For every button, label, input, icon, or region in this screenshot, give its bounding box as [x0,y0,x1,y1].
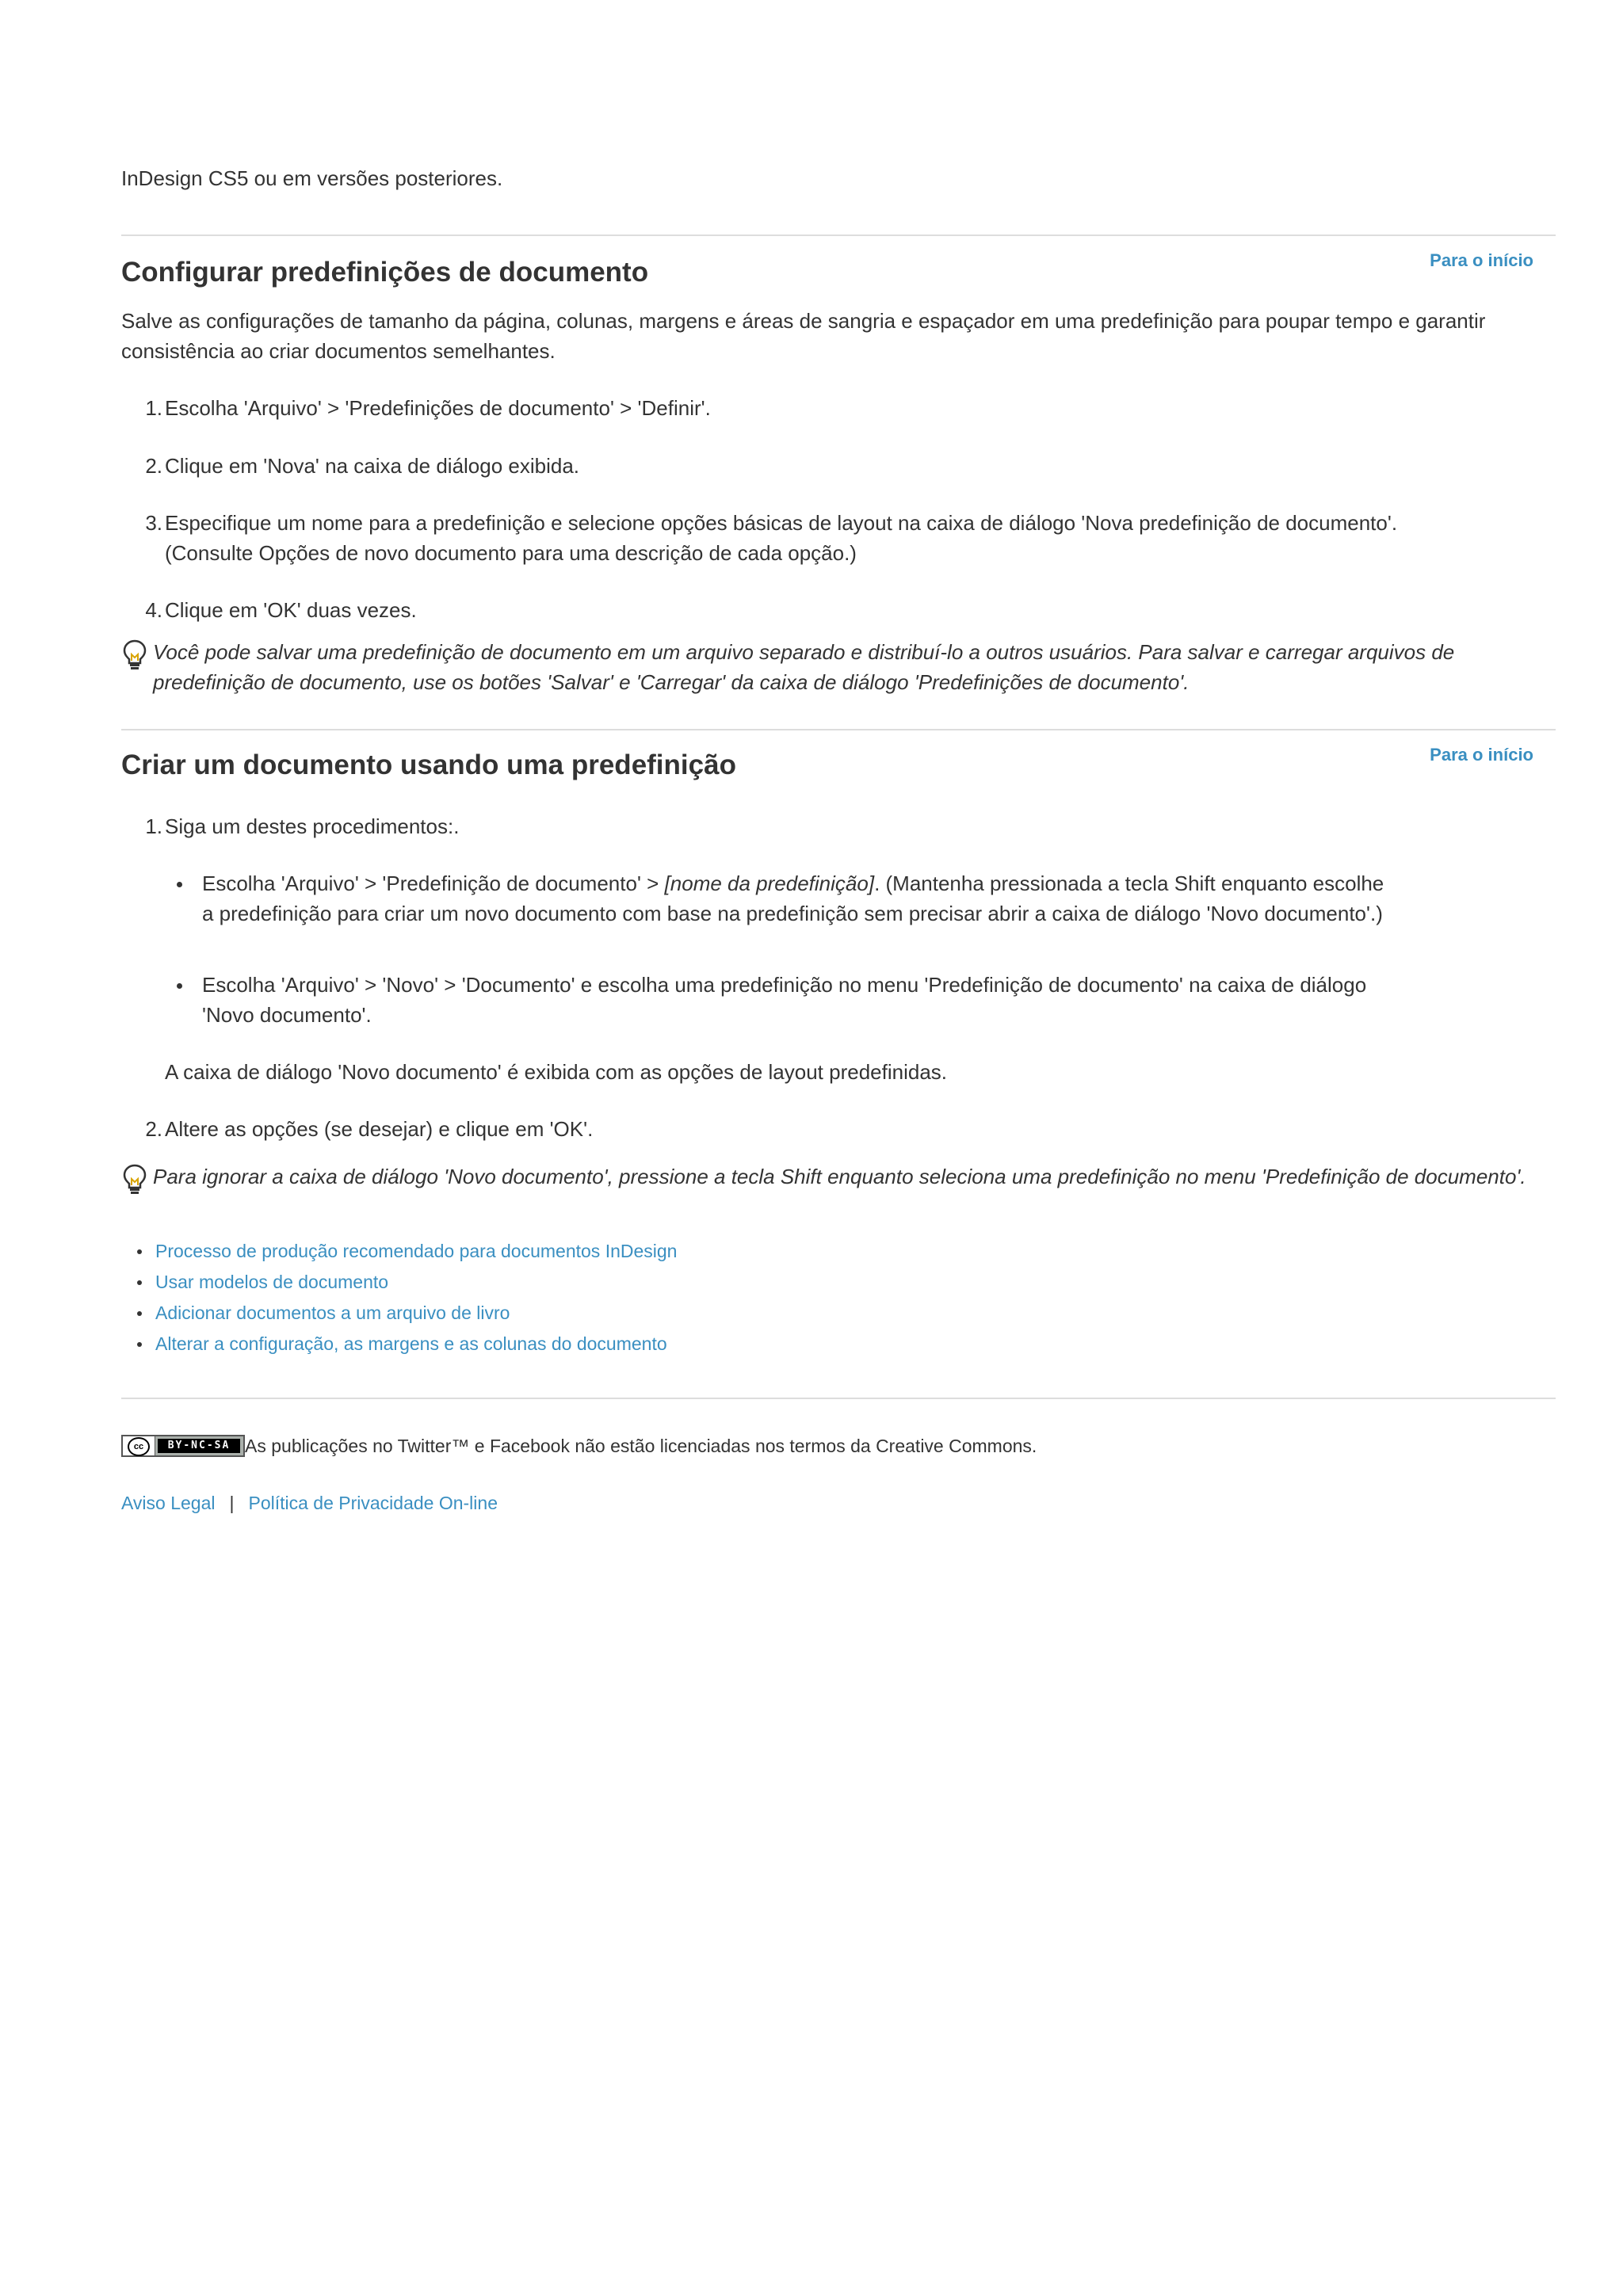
creative-commons-badge-icon[interactable] [121,1435,245,1457]
list-item [121,1298,677,1329]
related-link[interactable]: Processo de produção recomendado para documentos InDesign [155,1241,678,1261]
bullet-marker [137,1249,142,1254]
step-number: 1. [145,814,162,838]
step-item [121,595,1468,625]
step-text: Siga um destes procedimentos:. [165,814,460,838]
result-text: A caixa de diálogo 'Novo documento' é exibida com as opções de layout predefinidas. [165,1060,947,1084]
bullet-text-part: . (Mantenha pressionada a tecla Shift enquanto escolhe a predefinição para criar um novo documento com base na predefinição sem precisar abrir a caixa de diálogo 'Novo documento'.) [202,871,1384,925]
step-text: Clique em 'OK' duas vezes. [165,598,417,622]
step-item [121,1114,1468,1144]
step-text: Clique em 'Nova' na caixa de diálogo exibida. [165,454,580,478]
list-item [121,1236,677,1267]
legal-notice-link[interactable]: Aviso Legal [121,1493,216,1513]
bullet-marker [137,1311,142,1316]
tip-text: Para ignorar a caixa de diálogo 'Novo documento', pressione a tecla Shift enquanto seleciona uma predefinição no menu 'Predefinição de documento'. [153,1165,1526,1188]
related-links [121,1236,677,1360]
footer-links [121,1489,498,1516]
list-item [121,1329,677,1360]
step-number: 1. [145,396,162,420]
back-to-top-link[interactable]: Para o início [1430,250,1533,270]
step-number: 2. [145,1117,162,1141]
footer-separator: | [229,1493,235,1513]
section-divider [121,729,1556,730]
section-title: Configurar predefinições de documento [121,257,649,288]
step-number: 4. [145,598,162,622]
step-item [121,508,1468,568]
back-to-top-link[interactable]: Para o início [1430,745,1533,765]
intro-text: InDesign CS5 ou em versões posteriores. [121,166,503,190]
bullet-text: Escolha 'Arquivo' > 'Novo' > 'Documento' e escolha uma predefinição no menu 'Predefinição de documento' na caixa de diálogo 'Novo documento'. [202,973,1367,1027]
bullet-marker [137,1280,142,1285]
step-text: Escolha 'Arquivo' > 'Predefinições de documento' > 'Definir'. [165,396,711,420]
bullet-text-part: Escolha 'Arquivo' > 'Predefinição de documento' > [202,871,665,895]
list-item [121,1267,677,1298]
license-text: As publicações no Twitter™ e Facebook não estão licenciadas nos termos da Creative Commons. [245,1435,1037,1456]
step-item [121,393,1468,423]
tip-text: Você pode salvar uma predefinição de documento em um arquivo separado e distribuí-lo a outros usuários. Para salvar e carregar arquivos de predefinição de documento, use os botões 'Salvar' e 'Carregar' da caixa de diálogo 'Predefinições de documento'. [153,640,1455,694]
related-link[interactable]: Usar modelos de documento [155,1272,389,1292]
related-link[interactable]: Adicionar documentos a um arquivo de livro [155,1302,510,1323]
bullet-marker [137,1342,142,1347]
bullet-text-italic: [nome da predefinição] [664,871,875,895]
step-number: 2. [145,454,162,478]
section-divider [121,235,1556,236]
step-text: Altere as opções (se desejar) e clique em 'OK'. [165,1117,594,1141]
step-text: Especifique um nome para a predefinição e selecione opções básicas de layout na caixa de diálogo 'Nova predefinição de documento'. (Consulte Opções de novo documento para uma descrição de cada opção.) [165,511,1398,565]
bullet-marker [177,882,182,887]
section-description: Salve as configurações de tamanho da página, colunas, margens e áreas de sangria e espaçador em uma predefinição para poupar tempo e garantir consistência ao criar documentos semelhantes. [121,309,1486,363]
bullet-item [177,970,1508,1030]
cc-badge-left [123,1436,155,1455]
lightbulb-icon [121,639,148,670]
bullet-item [177,868,1508,929]
section-title: Criar um documento usando uma predefinição [121,749,736,780]
cc-license-terms: BY-NC-SA [158,1439,240,1453]
cc-logo-icon: cc [128,1437,150,1456]
step-number: 3. [145,511,162,535]
privacy-policy-link[interactable]: Política de Privacidade On-line [248,1493,498,1513]
tip-box [121,637,1556,697]
tip-box [121,1161,1556,1192]
step-item [121,451,1468,481]
bullet-text [202,868,1391,929]
bullet-marker [177,983,182,989]
lightbulb-icon [121,1163,148,1195]
related-link[interactable]: Alterar a configuração, as margens e as colunas do documento [155,1333,667,1354]
footer-divider [121,1398,1556,1399]
license-row [121,1431,1037,1459]
step-item [121,811,1468,841]
